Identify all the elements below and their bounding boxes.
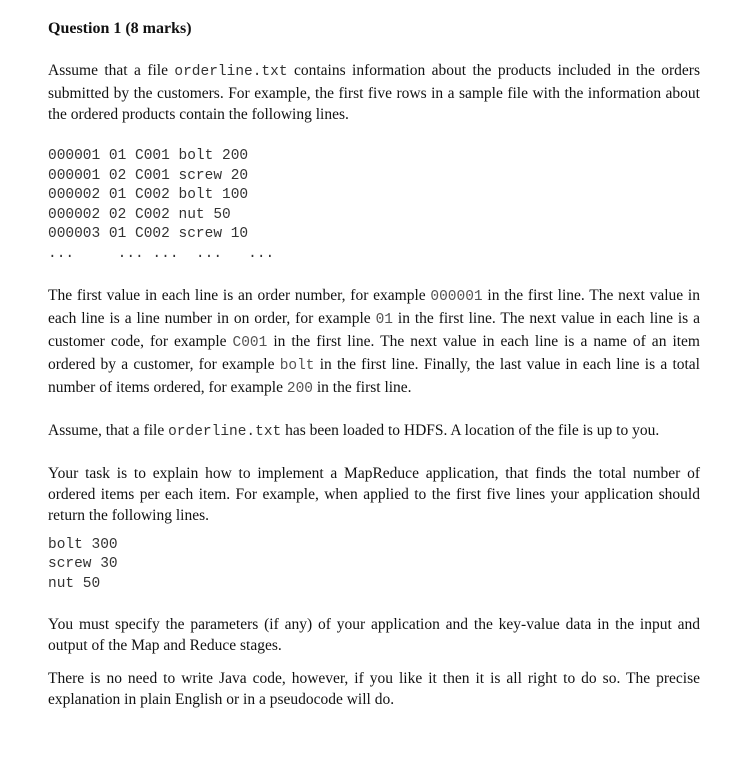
desc-text-1: The first value in each line is an order number, for example <box>48 286 431 304</box>
hdfs-text-post: has been loaded to HDFS. A location of the file is up to you. <box>281 421 660 439</box>
desc-code-line-number: 01 <box>375 311 393 328</box>
sample-line: 000001 02 C001 screw 20 <box>48 167 249 184</box>
sample-line: 000002 02 C002 nut 50 <box>48 206 231 223</box>
desc-code-quantity: 200 <box>286 380 313 397</box>
task-paragraph: Your task is to explain how to implement a MapReduce application, that finds the total number of ordered items per each item. For example, when applied to the first five lines your application should return the following lines. <box>48 464 700 524</box>
result-line: bolt 300 <box>48 536 118 553</box>
question-document <box>48 18 700 710</box>
desc-text-2: in the first line. The next value in each line is a line number in on order, for example <box>48 286 700 327</box>
sample-line: 000001 01 C001 bolt 200 <box>48 148 249 164</box>
sample-line: 000003 01 C002 screw 10 <box>48 226 249 243</box>
sample-line-ellipsis: ... ... ... ... ... <box>48 245 275 262</box>
desc-code-item: bolt <box>279 357 315 374</box>
desc-text-6: in the first line. <box>312 378 412 396</box>
java-note-paragraph: There is no need to write Java code, however, if you like it then it is all right to do so. The precise explanation in plain English or in a pseudocode will do. <box>48 670 700 709</box>
hdfs-text-pre: Assume, that a file <box>48 421 169 439</box>
desc-code-order-number: 000001 <box>430 288 483 305</box>
expected-output-lines <box>48 536 700 595</box>
sample-line: 000002 01 C002 bolt 100 <box>48 187 249 204</box>
intro-text-post: contains information about the products included in the orders submitted by the customers. For example, the first five rows in a sample file with the information about the ordered products contain the following lines. <box>48 62 700 123</box>
desc-text-4: in the first line. The next value in each line is a name of an item ordered by a customer, for example <box>48 332 700 373</box>
intro-paragraph <box>48 60 700 125</box>
hdfs-filename: orderline.txt <box>168 423 282 440</box>
desc-text-3: in the first line. The next value in each line is a customer code, for example <box>48 309 700 350</box>
intro-text-pre: Assume that a file <box>48 62 175 79</box>
hdfs-paragraph <box>48 420 700 443</box>
result-line: nut 50 <box>48 575 101 592</box>
result-line: screw 30 <box>48 556 118 573</box>
intro-filename: orderline.txt <box>174 64 288 80</box>
field-description-paragraph <box>48 285 700 400</box>
desc-text-5: in the first line. Finally, the last value in each line is a total number of items ordered, for example <box>48 355 700 396</box>
parameters-paragraph: You must specify the parameters (if any) of your application and the key-value data in the input and output of the Map and Reduce stages. <box>48 616 700 655</box>
desc-code-customer: C001 <box>232 334 268 351</box>
question-heading: Question 1 (8 marks) <box>48 20 192 37</box>
sample-file-lines <box>48 147 700 265</box>
